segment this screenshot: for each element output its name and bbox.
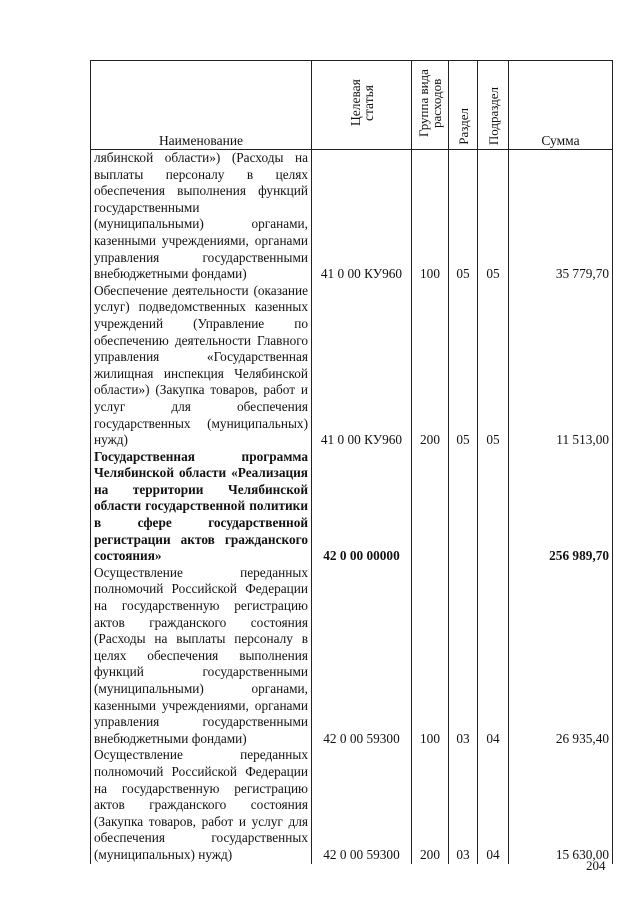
row-section [449, 449, 478, 565]
row-expense-group: 200 [412, 283, 449, 449]
row-target-article: 42 0 00 00000 [312, 449, 412, 565]
header-sum: Сумма [509, 61, 613, 150]
table-row-program [91, 449, 613, 565]
row-sum: 35 779,70 [509, 150, 613, 283]
page-number: 204 [586, 858, 606, 873]
row-subsection [478, 449, 509, 565]
header-target-article: Целевая статья [312, 61, 412, 150]
row-name: Обеспечение деятельности (оказание услуг) подведомственных казенных учреждений (Управление по обеспечению деятельности Главного управления «Государственная жилищная инспекция Челябинской области») (Закупка товаров, работ и услуг для обеспечения государственных (муниципальных) нужд) [91, 283, 312, 449]
row-subsection: 05 [478, 150, 509, 283]
row-section: 05 [449, 150, 478, 283]
row-name: Осуществление переданных полномочий Российской Федерации на государственную регистрацию актов гражданского состояния (Закупка товаров, работ и услуг для обеспечения государственных (муниципальных) нужд) [91, 747, 312, 863]
row-sum: 15 630,00 [509, 747, 613, 863]
row-subsection: 05 [478, 283, 509, 449]
row-sum: 26 935,40 [509, 565, 613, 748]
row-section: 03 [449, 747, 478, 863]
row-name: Государственная программа Челябинской области «Реализация на территории Челябинской области государственной политики в сфере государственной регистрации актов гражданского состояния» [91, 449, 312, 565]
row-name: Осуществление переданных полномочий Российской Федерации на государственную регистрацию актов гражданского состояния (Расходы на выплаты персоналу в целях обеспечения выполнения функций государственными (муниципальными) органами, казенными учреждениями, органами управления государственными внебюджетными фондами) [91, 565, 312, 748]
table-row [91, 150, 613, 283]
table-row [91, 747, 613, 863]
row-section: 03 [449, 565, 478, 748]
header-section: Раздел [449, 61, 478, 150]
row-target-article: 41 0 00 КУ960 [312, 150, 412, 283]
row-sum: 256 989,70 [509, 449, 613, 565]
table-row [91, 565, 613, 748]
header-name: Наименование [91, 61, 312, 150]
row-expense-group: 200 [412, 747, 449, 863]
row-name: лябинской области») (Расходы на выплаты персоналу в целях обеспечения выполнения функций государственными (муниципальными) органами, казенными учреждениями, органами управления государственными внебюджетными фондами) [91, 150, 312, 283]
row-subsection: 04 [478, 747, 509, 863]
header-expense-group: Группа вида расходов [412, 61, 449, 150]
row-target-article: 41 0 00 КУ960 [312, 283, 412, 449]
row-expense-group [412, 449, 449, 565]
row-subsection: 04 [478, 565, 509, 748]
table-header-row [91, 61, 613, 150]
row-expense-group: 100 [412, 565, 449, 748]
row-section: 05 [449, 283, 478, 449]
header-subsection: Подраздел [478, 61, 509, 150]
row-expense-group: 100 [412, 150, 449, 283]
row-target-article: 42 0 00 59300 [312, 565, 412, 748]
row-target-article: 42 0 00 59300 [312, 747, 412, 863]
table-row [91, 283, 613, 449]
row-sum: 11 513,00 [509, 283, 613, 449]
budget-table [90, 60, 613, 864]
